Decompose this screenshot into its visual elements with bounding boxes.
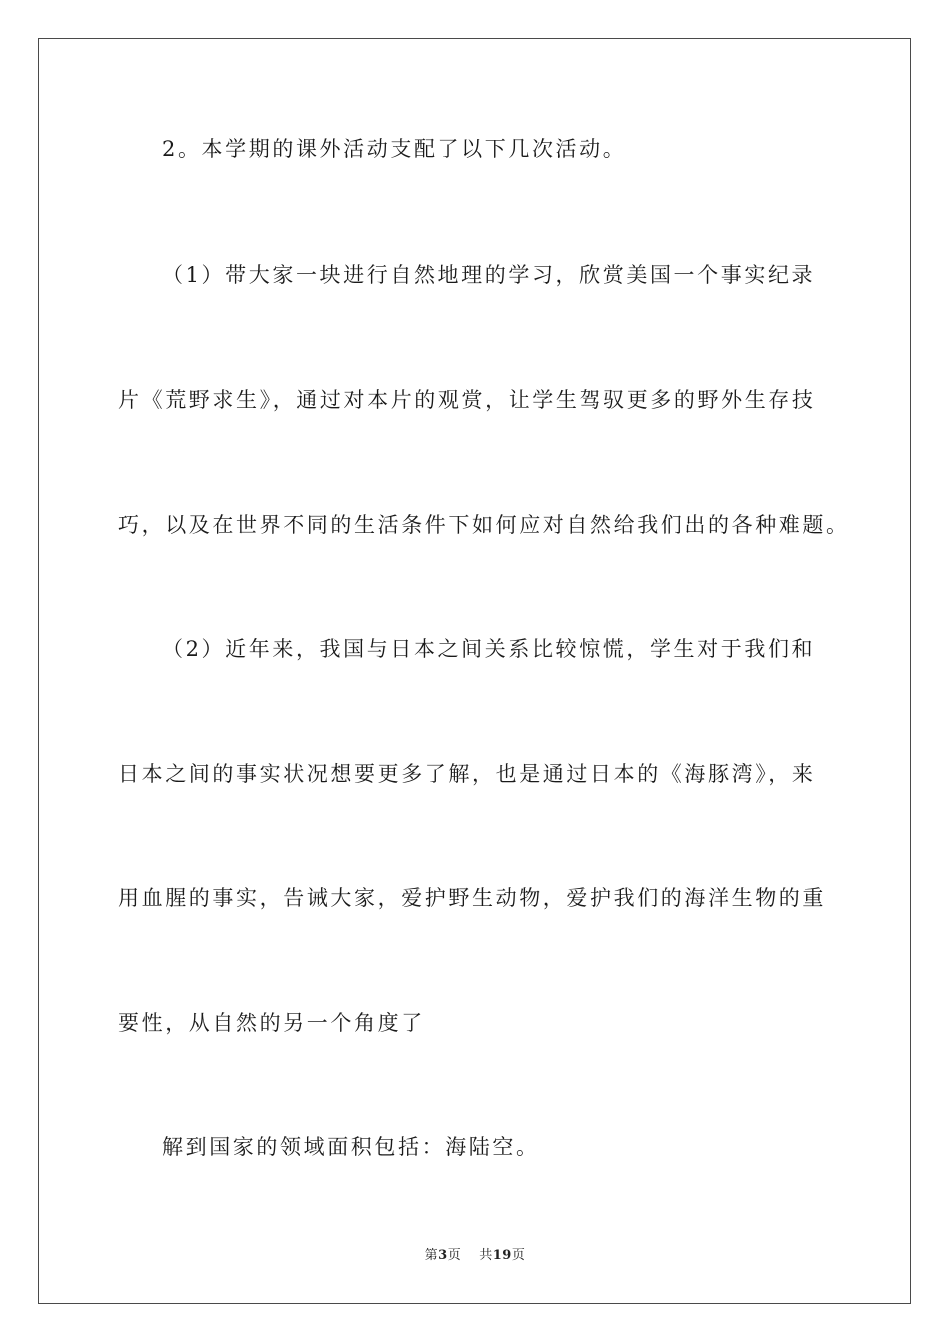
paragraph-line-3: 片《荒野求生》，通过对本片的观赏，让学生驾驭更多的野外生存技	[118, 388, 816, 412]
paragraph-line-9: 解到国家的领域面积包括：海陆空。	[162, 1135, 540, 1159]
paragraph-line-4: 巧，以及在世界不同的生活条件下如何应对自然给我们出的各种难题。	[118, 513, 850, 537]
page-border	[38, 38, 911, 1304]
footer-page-suffix: 页	[447, 1248, 462, 1263]
paragraph-line-8: 要性，从自然的另一个角度了	[118, 1011, 425, 1035]
paragraph-line-2: （1）带大家一块进行自然地理的学习，欣赏美国一个事实纪录	[162, 263, 816, 287]
paragraph-line-6: 日本之间的事实状况想要更多了解，也是通过日本的《海豚湾》，来	[118, 762, 816, 786]
footer-page-prefix: 第	[424, 1248, 439, 1263]
footer-total-prefix: 共	[479, 1248, 493, 1263]
paragraph-line-7: 用血腥的事实，告诫大家，爱护野生动物，爱护我们的海洋生物的重	[118, 886, 826, 910]
paragraph-line-5: （2）近年来，我国与日本之间关系比较惊慌，学生对于我们和	[162, 637, 816, 661]
paragraph-line-1: 2。本学期的课外活动支配了以下几次活动。	[162, 137, 627, 161]
page-footer	[0, 1247, 950, 1265]
footer-page-number: 3	[438, 1248, 448, 1263]
footer-total-number: 19	[492, 1248, 512, 1263]
footer-total-suffix: 页	[511, 1248, 526, 1263]
